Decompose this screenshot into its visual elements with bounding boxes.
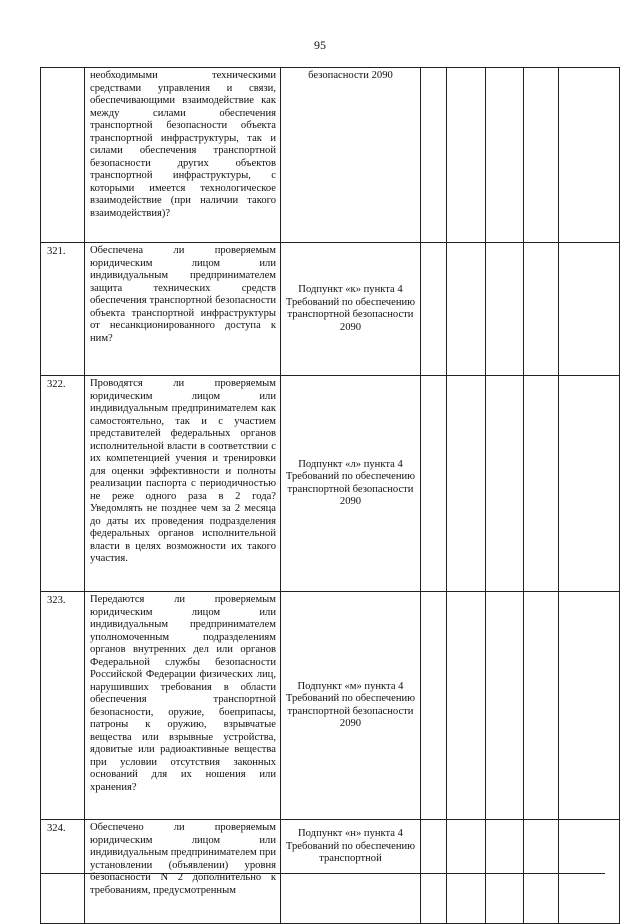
table-row xyxy=(41,820,620,924)
answer-cell-no xyxy=(447,376,486,592)
answer-cell-no xyxy=(447,820,486,924)
notes-cell xyxy=(559,592,620,820)
question-text: Обеспечена ли проверяемым юридическим лицом или индивидуальным предпринимателем защита технических средств обеспечения транспортной безопасности объекта транспортной инфраструктуры от несанкционированного доступа к ним? xyxy=(90,245,276,344)
page-cut-line xyxy=(40,873,605,874)
row-number: 324. xyxy=(41,820,85,924)
answer-cell-extra xyxy=(524,376,559,592)
table-row xyxy=(41,376,620,592)
legal-reference: Подпункт «м» пункта 4 Требований по обеспечению транспортной безопасности 2090 xyxy=(285,680,416,729)
notes-cell xyxy=(559,376,620,592)
answer-cell-yes xyxy=(421,243,447,376)
answer-cell-na xyxy=(486,68,524,243)
table-row xyxy=(41,68,620,243)
answer-cell-extra xyxy=(524,592,559,820)
question-text: Проводятся ли проверяемым юридическим лицом или индивидуальным предпринимателем как самостоятельно, так и с участием представителей федеральных органов исполнительной власти в соответствии с их компетенцией учения и тренировки для оценки эффективности и полноты реализации паспорта с периодичностью не реже одного раза в 2 года? Уведомлять не позднее чем за 2 месяца до даты их проведения подразделения федеральных органов исполнительной власти в целях возможности их такого участия. xyxy=(90,378,276,564)
question-text: Обеспечено ли проверяемым юридическим лицом или индивидуальным предпринимателем при установлении (объявлении) уровня безопасности N 2 дополнительно к требованиям, предусмотренным xyxy=(90,822,276,896)
answer-cell-extra xyxy=(524,243,559,376)
legal-reference: безопасности 2090 xyxy=(308,70,393,81)
answer-cell-yes xyxy=(421,376,447,592)
question-text: необходимыми техническими средствами управления и связи, обеспечивающими взаимодействие как между силами обеспечения транспортной безопасности объекта транспортной инфраструктуры, так и силами обеспечения транспортной безопасности других объектов транспортной инфраструктуры, с которыми имеется технологическое взаимодействие (при наличии такого взаимодействия)? xyxy=(90,70,276,219)
answer-cell-na xyxy=(486,592,524,820)
answer-cell-na xyxy=(486,820,524,924)
row-number xyxy=(41,68,85,243)
answer-cell-yes xyxy=(421,68,447,243)
answer-cell-no xyxy=(447,68,486,243)
page-number: 95 xyxy=(314,38,326,52)
legal-reference: Подпункт «к» пункта 4 Требований по обеспечению транспортной безопасности 2090 xyxy=(285,284,416,333)
answer-cell-yes xyxy=(421,820,447,924)
checklist-table xyxy=(40,67,620,924)
answer-cell-no xyxy=(447,592,486,820)
table-row xyxy=(41,243,620,376)
notes-cell xyxy=(559,68,620,243)
row-number: 323. xyxy=(41,592,85,820)
answer-cell-yes xyxy=(421,592,447,820)
legal-reference: Подпункт «н» пункта 4 Требований по обеспечению транспортной xyxy=(285,828,416,864)
table-row xyxy=(41,592,620,820)
notes-cell xyxy=(559,243,620,376)
row-number: 322. xyxy=(41,376,85,592)
answer-cell-na xyxy=(486,243,524,376)
answer-cell-na xyxy=(486,376,524,592)
question-text: Передаются ли проверяемым юридическим лицом или индивидуальным предпринимателем уполномоченным подразделениям органов внутренних дел или органов Федеральной службы безопасности Российской Федерации физических лиц, нарушивших требования в области обеспечения транспортной безопасности, оружие, боеприпасы, патроны к оружию, взрывчатые вещества или взрывные устройства, ядовитые или радиоактивные вещества при условии отсутствия законных оснований для их ношения или хранения? xyxy=(90,594,276,793)
answer-cell-extra xyxy=(524,820,559,924)
notes-cell xyxy=(559,820,620,924)
answer-cell-no xyxy=(447,243,486,376)
row-number: 321. xyxy=(41,243,85,376)
legal-reference: Подпункт «л» пункта 4 Требований по обеспечению транспортной безопасности 2090 xyxy=(285,458,416,507)
answer-cell-extra xyxy=(524,68,559,243)
